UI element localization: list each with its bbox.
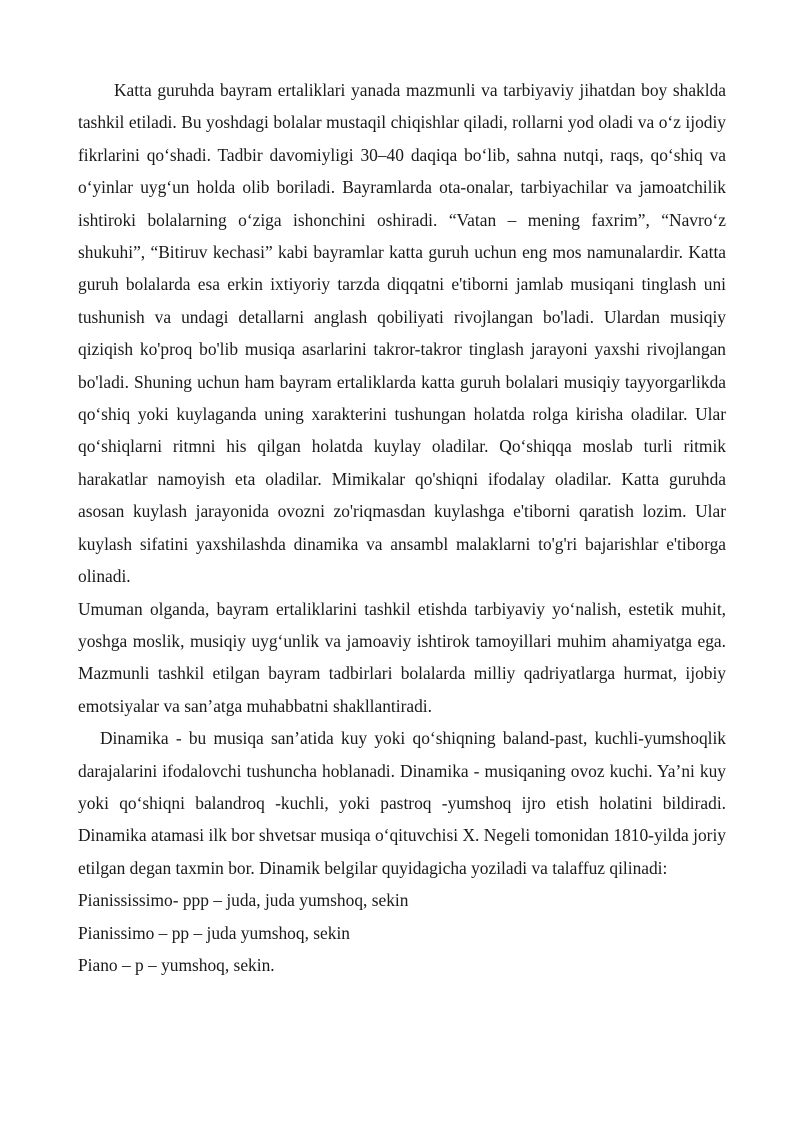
dynamics-item-p: Piano – p – yumshoq, sekin. [78, 954, 275, 975]
paragraph-katta-guruh: Katta guruhda bayram ertaliklari yanada mazmunli va tarbiyaviy jihatdan boy shaklda tashkil etiladi. Bu yoshdagi bolalar mustaqil chiqishlar qiladi, rollarni yod oladi va o‘z ijodiy fikrlarini qo‘shadi. Tadbir davomiyligi 30–40 daqiqa bo‘lib, sahna nutqi, raqs, qo‘shiq va o‘yinlar uyg‘un holda olib boriladi. Bayramlarda ota-onalar, tarbiyachilar va jamoatchilik ishtiroki bolalarning o‘ziga ishonchini oshiradi. “Vatan – mening faxrim”, “Navro‘z shukuhi”, “Bitiruv kechasi” kabi bayramlar katta guruh uchun eng mos namunalardir. Katta guruh bolalarda esa erkin ixtiyoriy tarzda diqqatni e'tiborni jamlab musiqani tinglash uni tushunish va undagi detallarni anglash qobiliyati rivojlangan bo'ladi. Ulardan musiqiy qiziqish ko'proq bo'lib musiqa asarlarini takror-takror tinglash jarayoni yaxshi rivojlangan bo'ladi. Shuning uchun ham bayram ertaliklarda katta guruh bolalari musiqiy tayyorgarlikda qo‘shiq yoki kuylaganda uning xarakterini tushungan holatda rolga kirisha oladilar. Ular qo‘shiqlarni ritmni his qilgan holatda kuylay oladilar. Qo‘shiqqa moslab turli ritmik harakatlar namoyish eta oladilar. Mimikalar qo'shiqni ifodalay oladilar. Katta guruhda asosan kuylash jarayonida ovozni zo'riqmasdan kuylashga e'tiborni qaratish lozim. Ular kuylash sifatini yaxshilashda dinamika va ansambl malaklarni to'g'ri bajarishlar e'tiborga olinadi. [78, 80, 726, 587]
dynamics-item-pp: Pianissimo – pp – juda yumshoq, sekin [78, 922, 350, 943]
document-body [78, 74, 726, 981]
paragraph-umuman-olganda: Umuman olganda, bayram ertaliklarini tashkil etishda tarbiyaviy yo‘nalish, estetik muhit, yoshga moslik, musiqiy uyg‘unlik va jamoaviy ishtirok tamoyillari muhim ahamiyatga ega. Mazmunli tashkil etilgan bayram tadbirlari bolalarda milliy qadriyatlarga hurmat, ijobiy emotsiyalar va san’atga muhabbatni shakllantiradi. [78, 598, 726, 716]
paragraph-dinamika: Dinamika - bu musiqa san’atida kuy yoki qo‘shiqning baland-past, kuchli-yumshoqlik darajalarini ifodalovchi tushuncha hoblanadi. Dinamika - musiqaning ovoz kuchi. Ya’ni kuy yoki qo‘shiqni balandroq -kuchli, yoki pastroq -yumshoq ijro etish holatini bildiradi. Dinamika atamasi ilk bor shvetsar musiqa o‘qituvchisi X. Negeli tomonidan 1810-yilda joriy etilgan degan taxmin bor. Dinamik belgilar quyidagicha yoziladi va talaffuz qilinadi: [78, 728, 726, 878]
dynamics-item-ppp: Pianississimo- ppp – juda, juda yumshoq, sekin [78, 890, 409, 911]
